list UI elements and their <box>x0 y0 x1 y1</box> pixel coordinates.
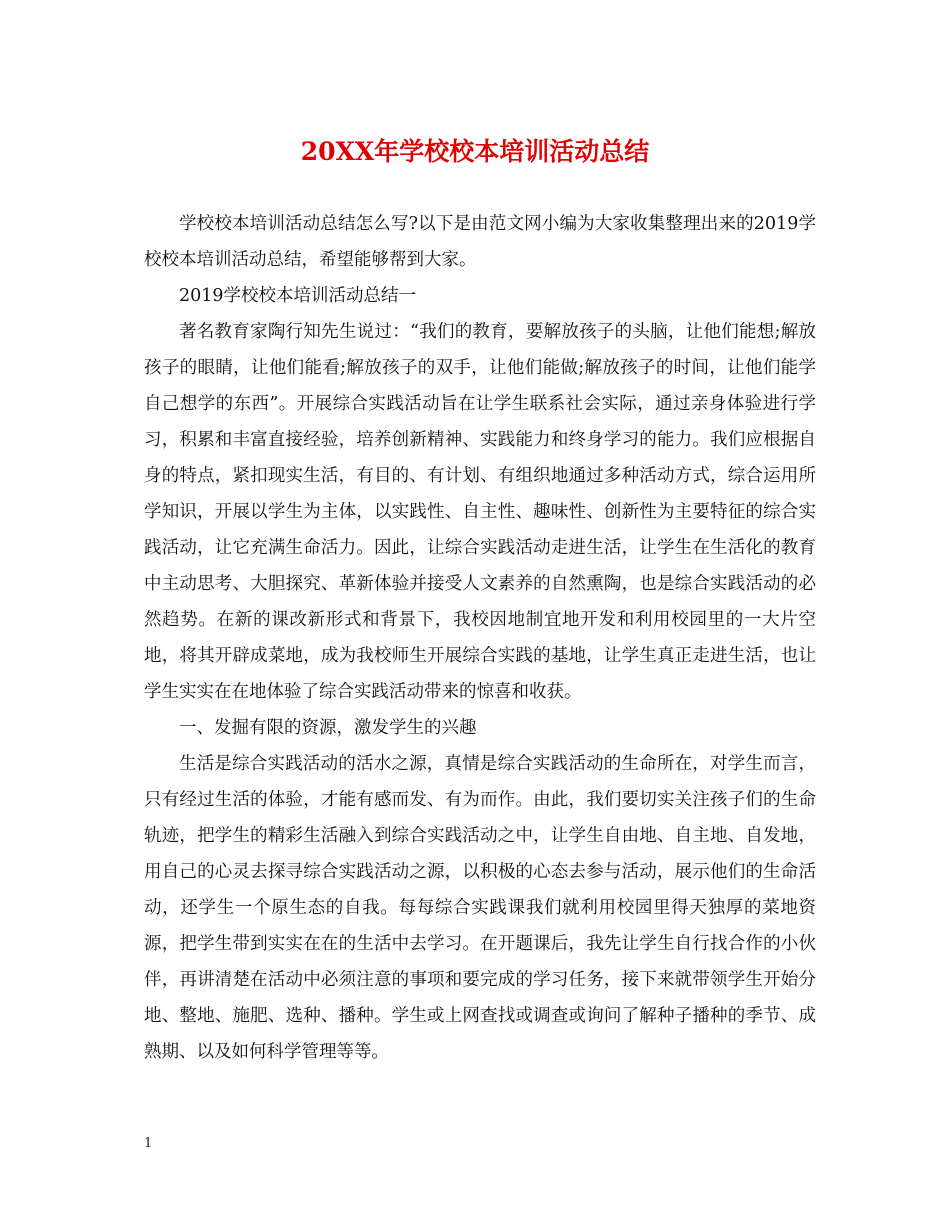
page-number: 1 <box>144 1136 153 1151</box>
document-title: 20XX年学校校本培训活动总结 <box>300 137 650 166</box>
document-body <box>144 206 816 1070</box>
body-paragraph: 生活是综合实践活动的活水之源，真情是综合实践活动的生命所在，对学生而言，只有经过生活的体验，才能有感而发、有为而作。由此，我们要切实关注孩子们的生命轨迹，把学生的精彩生活融入到综合实践活动之中，让学生自由地、自主地、自发地，用自己的心灵去探寻综合实践活动之源，以积极的心态去参与活动，展示他们的生命活动，还学生一个原生态的自我。每每综合实践课我们就利用校园里得天独厚的菜地资源，把学生带到实实在在的生活中去学习。在开题课后，我先让学生自行找合作的小伙伴，再讲清楚在活动中必须注意的事项和要完成的学习任务，接下来就带领学生开始分地、整地、施肥、选种、播种。学生或上网查找或调查或询问了解种子播种的季节、成熟期、以及如何科学管理等等。 <box>144 754 816 1062</box>
body-paragraph: 著名教育家陶行知先生说过：“我们的教育，要解放孩子的头脑，让他们能想;解放孩子的眼睛，让他们能看;解放孩子的双手，让他们能做;解放孩子的时间，让他们能学自己想学的东西”。开展综合实践活动旨在让学生联系社会实际，通过亲身体验进行学习，积累和丰富直接经验，培养创新精神、实践能力和终身学习的能力。我们应根据自身的特点，紧扣现实生活，有目的、有计划、有组织地通过多种活动方式，综合运用所学知识，开展以学生为主体，以实践性、自主性、趣味性、创新性为主要特征的综合实践活动，让它充满生命活力。因此，让综合实践活动走进生活，让学生在生活化的教育中主动思考、大胆探究、革新体验并接受人文素养的自然熏陶，也是综合实践活动的必然趋势。在新的课改新形式和背景下，我校因地制宜地开发和利用校园里的一大片空地，将其开辟成菜地，成为我校师生开展综合实践的基地，让学生真正走进生活，也让学生实实在在地体验了综合实践活动带来的惊喜和收获。 <box>144 322 816 702</box>
section-heading: 2019学校校本培训活动总结一 <box>179 286 417 306</box>
subsection-heading: 一、发掘有限的资源，激发学生的兴趣 <box>179 718 477 738</box>
intro-paragraph: 学校校本培训活动总结怎么写?以下是由范文网小编为大家收集整理出来的2019学校校本培训活动总结，希望能够帮到大家。 <box>144 214 816 270</box>
